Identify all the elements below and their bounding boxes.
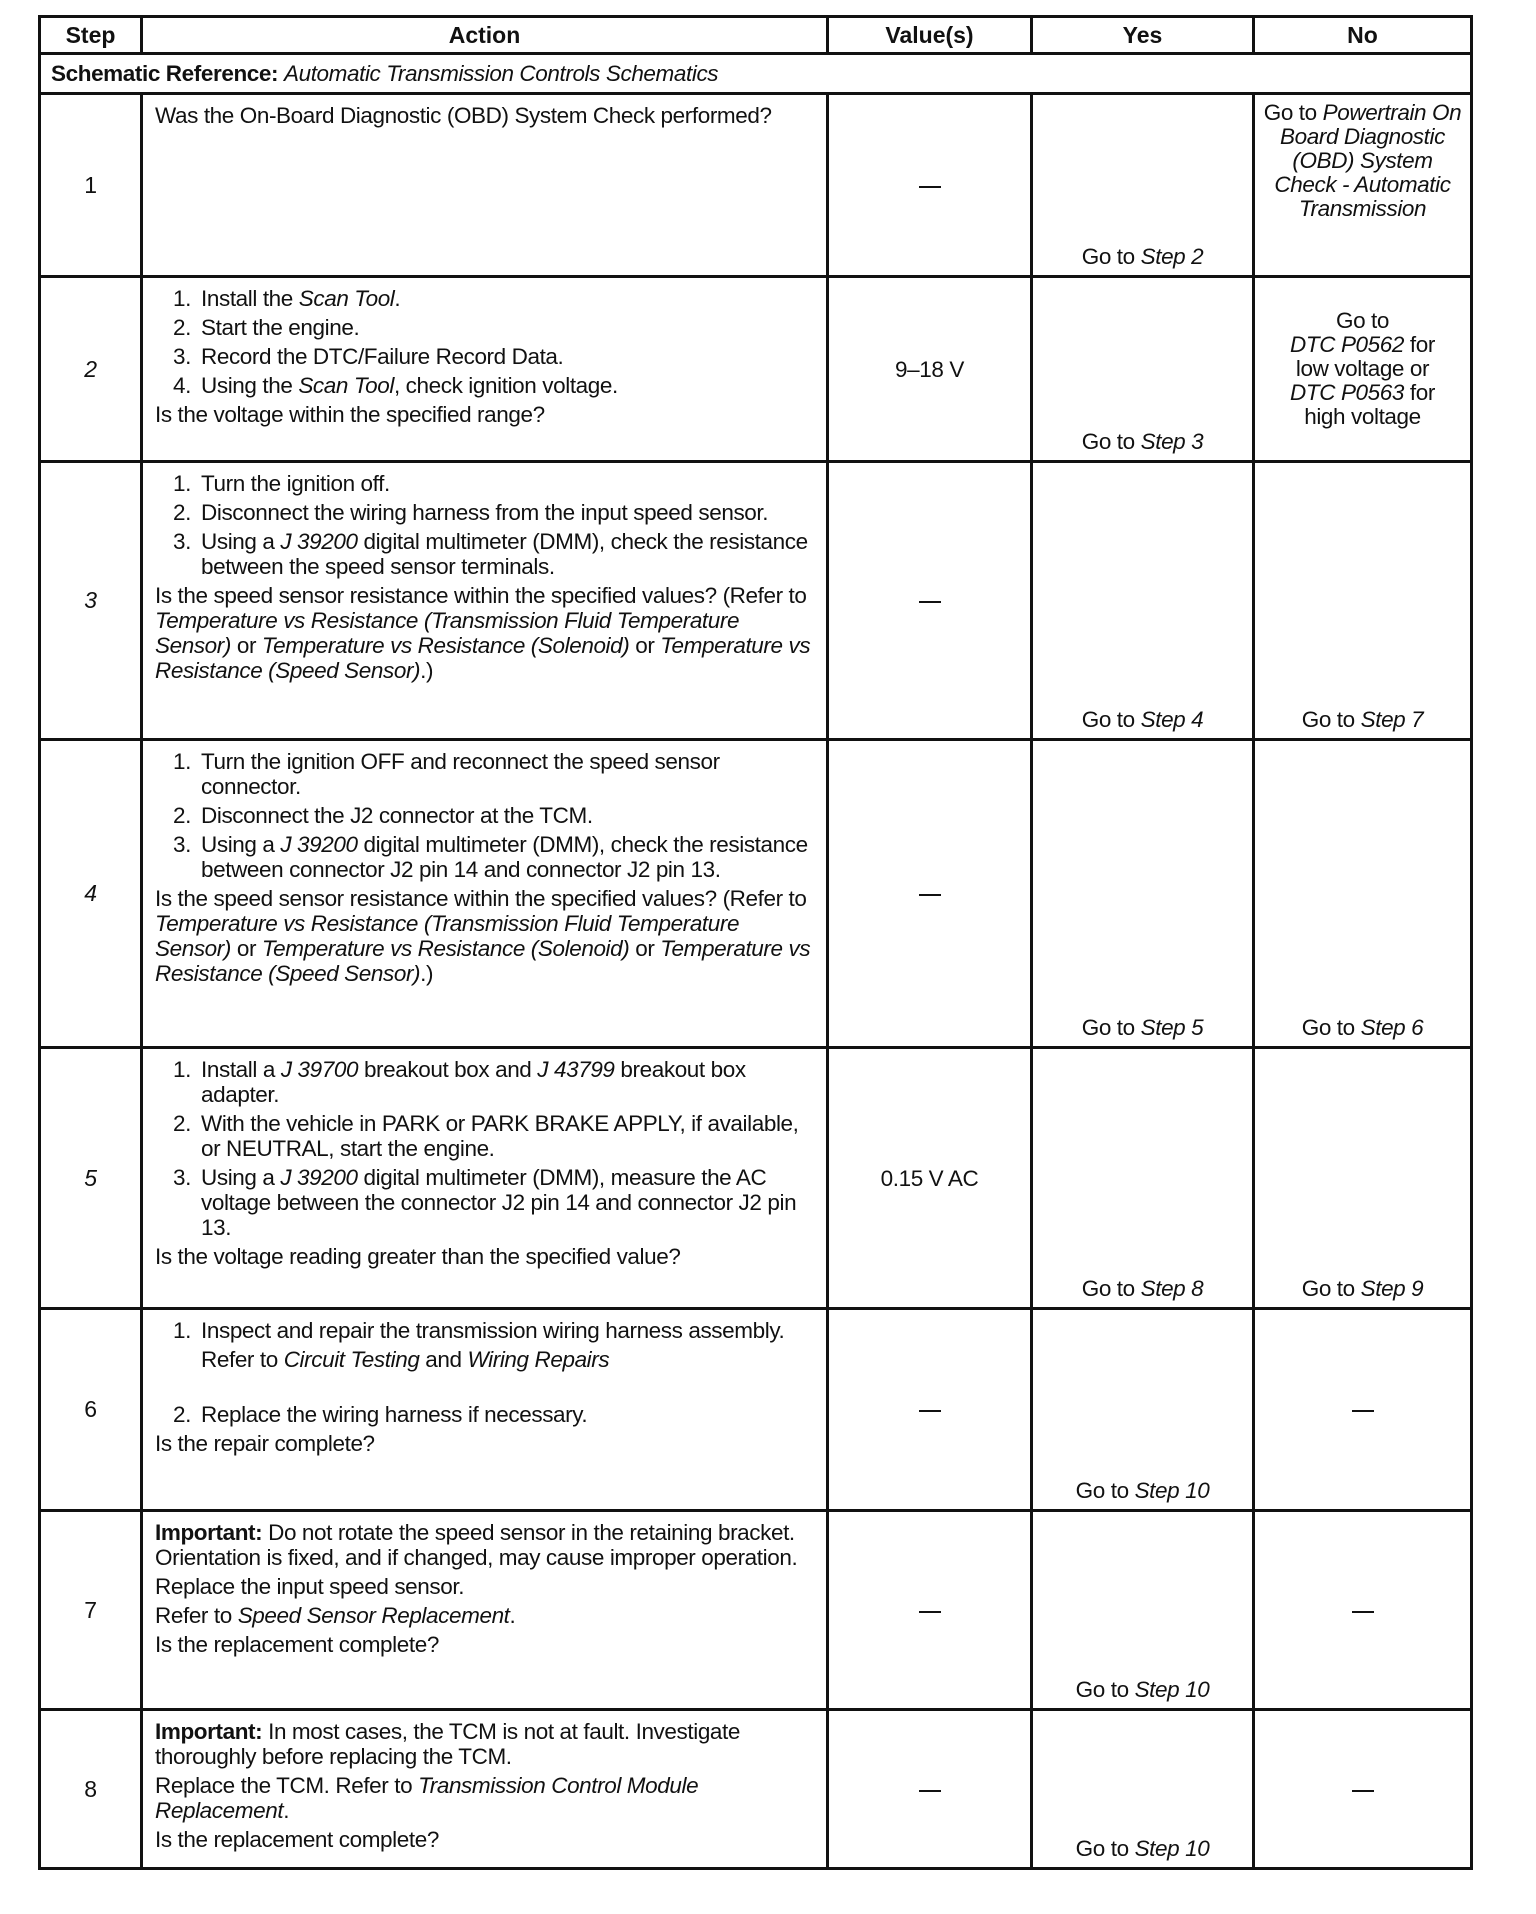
- action-item: 1. Install a J 39700 breakout box and J 43799 breakout box adapter.: [173, 1057, 746, 1107]
- ref-link[interactable]: Circuit Testing: [283, 1347, 420, 1372]
- action-item: 2. Start the engine.: [173, 315, 360, 340]
- action-item: 1. Install the Scan Tool.: [173, 286, 401, 311]
- value-cell: [828, 94, 1032, 277]
- header-no: No: [1254, 17, 1472, 54]
- value-cell: 0.15 V AC: [828, 1048, 1032, 1309]
- no-cell: [1254, 94, 1472, 277]
- value-cell: 9–18 V: [828, 277, 1032, 462]
- header-row: [40, 17, 1472, 54]
- action-item: 4. Using the Scan Tool, check ignition voltage.: [173, 373, 618, 398]
- yes-cell: Go to Step 8: [1032, 1048, 1254, 1309]
- tool-link[interactable]: J 39200: [280, 1165, 358, 1190]
- action-item: 2. Replace the wiring harness if necessary.: [173, 1402, 588, 1427]
- value-cell: [828, 462, 1032, 740]
- no-cell: [1254, 1309, 1472, 1511]
- table-row-step-7: [40, 1511, 1472, 1710]
- dtc-link[interactable]: DTC P0563: [1290, 380, 1405, 405]
- yes-link[interactable]: Step 10: [1134, 1836, 1210, 1861]
- ref-link[interactable]: Transmission Control Module Replacement: [155, 1773, 699, 1823]
- tool-link[interactable]: J 43799: [537, 1057, 615, 1082]
- table-row-step-2: [40, 277, 1472, 462]
- action-item: 3. Record the DTC/Failure Record Data.: [173, 344, 564, 369]
- table-row-step-4: [40, 740, 1472, 1048]
- yes-cell: [1032, 94, 1254, 277]
- schematic-row: [40, 54, 1472, 94]
- yes-prefix: Go to: [1081, 244, 1135, 269]
- dtc-link[interactable]: DTC P0562: [1290, 332, 1405, 357]
- step-number: 3: [40, 462, 142, 740]
- yes-link[interactable]: Step 4: [1140, 707, 1204, 732]
- action-cell: [142, 277, 828, 462]
- question: Is the voltage within the specified range?: [155, 402, 545, 427]
- yes-cell: Go to Step 10: [1032, 1309, 1254, 1511]
- table-row-step-8: [40, 1710, 1472, 1869]
- dash: [919, 1611, 941, 1613]
- dash: [1352, 1410, 1374, 1412]
- ref-link[interactable]: Temperature vs Resistance (Solenoid): [261, 936, 630, 961]
- dash: [1352, 1611, 1374, 1613]
- action-item: 1. Turn the ignition OFF and reconnect the speed sensor connector.: [173, 749, 720, 799]
- ref-link[interactable]: Temperature vs Resistance (Transmission Fluid Temperature Sensor): [155, 608, 740, 658]
- table-row-step-5: [40, 1048, 1472, 1309]
- ref-link[interactable]: Temperature vs Resistance (Solenoid): [261, 633, 630, 658]
- yes-link[interactable]: Step 3: [1140, 429, 1204, 454]
- question: Is the speed sensor resistance within the specified values? (Refer to Temperature vs Resistance (Transmission Fluid Temperature Sensor) or Temperature vs Resistance (Solenoid) or Temperature vs Resistance (Speed Sensor).): [155, 583, 811, 683]
- action-item: 1. Inspect and repair the transmission wiring harness assembly. Refer to Circuit Testing and Wiring Repairs: [155, 1318, 816, 1398]
- schematic-link[interactable]: Automatic Transmission Controls Schematics: [283, 60, 719, 86]
- no-cell: [1254, 1710, 1472, 1869]
- question: Is the replacement complete?: [155, 1632, 439, 1657]
- yes-link[interactable]: Step 10: [1134, 1478, 1210, 1503]
- dash: [919, 186, 941, 188]
- tool-link[interactable]: Scan Tool: [298, 373, 394, 398]
- dash: [1352, 1790, 1374, 1792]
- table-row-step-6: [40, 1309, 1472, 1511]
- action-cell: [142, 94, 828, 277]
- dash: [919, 894, 941, 896]
- action-item: 1. Turn the ignition off.: [173, 471, 390, 496]
- header-value: Value(s): [828, 17, 1032, 54]
- step-number: 1: [40, 94, 142, 277]
- important-note: Important: In most cases, the TCM is not at fault. Investigate thoroughly before replacing the TCM.: [155, 1719, 741, 1769]
- tool-link[interactable]: J 39200: [280, 832, 358, 857]
- schematic-label: Schematic Reference:: [51, 60, 279, 86]
- tool-link[interactable]: Scan Tool: [298, 286, 395, 311]
- table-row-step-1: [40, 94, 1472, 277]
- no-prefix: Go to: [1263, 100, 1317, 125]
- yes-link[interactable]: Step 5: [1140, 1015, 1204, 1040]
- yes-link[interactable]: Step 8: [1140, 1276, 1204, 1301]
- no-cell: Go to Step 9: [1254, 1048, 1472, 1309]
- sub-reference: Refer to Circuit Testing and Wiring Repairs: [201, 1347, 610, 1372]
- yes-cell: Go to Step 4: [1032, 462, 1254, 740]
- dash: [919, 1410, 941, 1412]
- value-cell: [828, 1511, 1032, 1710]
- action-item: 3. Using a J 39200 digital multimeter (DMM), check the resistance between connector J2 pin 14 and connector J2 pin 13.: [173, 832, 808, 882]
- dash: [919, 1790, 941, 1792]
- action-cell: Important: In most cases, the TCM is not at fault. Investigate thoroughly before replacing the TCM. Replace the TCM. Refer to Transmission Control Module Replacement. Is the replacement complete?: [142, 1710, 828, 1869]
- no-cell: Go to Step 7: [1254, 462, 1472, 740]
- action-cell: [142, 462, 828, 740]
- ref-link[interactable]: Speed Sensor Replacement: [237, 1603, 510, 1628]
- diagnostic-table: [38, 15, 1473, 1870]
- yes-link[interactable]: Step 2: [1140, 244, 1204, 269]
- no-link[interactable]: Step 6: [1360, 1015, 1424, 1040]
- question: Is the voltage reading greater than the specified value?: [155, 1244, 681, 1269]
- schematic-reference: [40, 54, 1472, 94]
- no-link[interactable]: Step 9: [1360, 1276, 1424, 1301]
- step-number: 6: [40, 1309, 142, 1511]
- step-number: 5: [40, 1048, 142, 1309]
- action-cell: [142, 740, 828, 1048]
- yes-cell: Go to Step 3: [1032, 277, 1254, 462]
- question: Is the replacement complete?: [155, 1827, 439, 1852]
- value-cell: [828, 740, 1032, 1048]
- ref-link[interactable]: Temperature vs Resistance (Speed Sensor): [155, 936, 811, 986]
- yes-cell: Go to Step 10: [1032, 1710, 1254, 1869]
- value-cell: [828, 1710, 1032, 1869]
- yes-cell: Go to Step 10: [1032, 1511, 1254, 1710]
- no-cell: Go to DTC P0562 for low voltage or DTC P0563 for high voltage: [1254, 277, 1472, 462]
- action-cell: Important: Do not rotate the speed sensor in the retaining bracket. Orientation is fixed, and if changed, may cause improper operation. Replace the input speed sensor. Refer to Speed Sensor Replacement. Is the replacement complete?: [142, 1511, 828, 1710]
- ref-link[interactable]: Temperature vs Resistance (Transmission Fluid Temperature Sensor): [155, 911, 740, 961]
- action-cell: [142, 1048, 828, 1309]
- no-link[interactable]: Powertrain On Board Diagnostic (OBD) System Check - Automatic Transmission: [1274, 100, 1462, 221]
- no-cell: [1254, 1511, 1472, 1710]
- action-item: 2. Disconnect the wiring harness from the input speed sensor.: [173, 500, 769, 525]
- step-number: 4: [40, 740, 142, 1048]
- step-number: 2: [40, 277, 142, 462]
- yes-link[interactable]: Step 10: [1134, 1677, 1210, 1702]
- no-link[interactable]: Step 7: [1360, 707, 1424, 732]
- header-action: Action: [142, 17, 828, 54]
- table-row-step-3: [40, 462, 1472, 740]
- value-cell: [828, 1309, 1032, 1511]
- yes-cell: Go to Step 5: [1032, 740, 1254, 1048]
- question: Was the On-Board Diagnostic (OBD) System Check performed?: [155, 103, 772, 128]
- header-yes: Yes: [1032, 17, 1254, 54]
- no-cell: Go to Step 6: [1254, 740, 1472, 1048]
- question: Is the speed sensor resistance within the specified values? (Refer to Temperature vs Resistance (Transmission Fluid Temperature Sensor) or Temperature vs Resistance (Solenoid) or Temperature vs Resistance (Speed Sensor).): [155, 886, 811, 986]
- dash: [919, 601, 941, 603]
- action-item: 3. Using a J 39200 digital multimeter (DMM), measure the AC voltage between the connector J2 pin 14 and connector J2 pin 13.: [173, 1165, 797, 1240]
- tool-link[interactable]: J 39700: [280, 1057, 359, 1082]
- action-cell: [142, 1309, 828, 1511]
- header-step: Step: [40, 17, 142, 54]
- question: Is the repair complete?: [155, 1431, 375, 1456]
- tool-link[interactable]: J 39200: [280, 529, 358, 554]
- step-number: 8: [40, 1710, 142, 1869]
- ref-link[interactable]: Wiring Repairs: [467, 1347, 610, 1372]
- important-note: Important: Do not rotate the speed sensor in the retaining bracket. Orientation is fixed, and if changed, may cause improper operation.: [155, 1520, 798, 1570]
- action-item: 3. Using a J 39200 digital multimeter (DMM), check the resistance between the speed sensor terminals.: [173, 529, 808, 579]
- action-item: 2. Disconnect the J2 connector at the TCM.: [173, 803, 593, 828]
- action-item: 2. With the vehicle in PARK or PARK BRAKE APPLY, if available, or NEUTRAL, start the engine.: [173, 1111, 799, 1161]
- ref-link[interactable]: Temperature vs Resistance (Speed Sensor): [155, 633, 811, 683]
- step-number: 7: [40, 1511, 142, 1710]
